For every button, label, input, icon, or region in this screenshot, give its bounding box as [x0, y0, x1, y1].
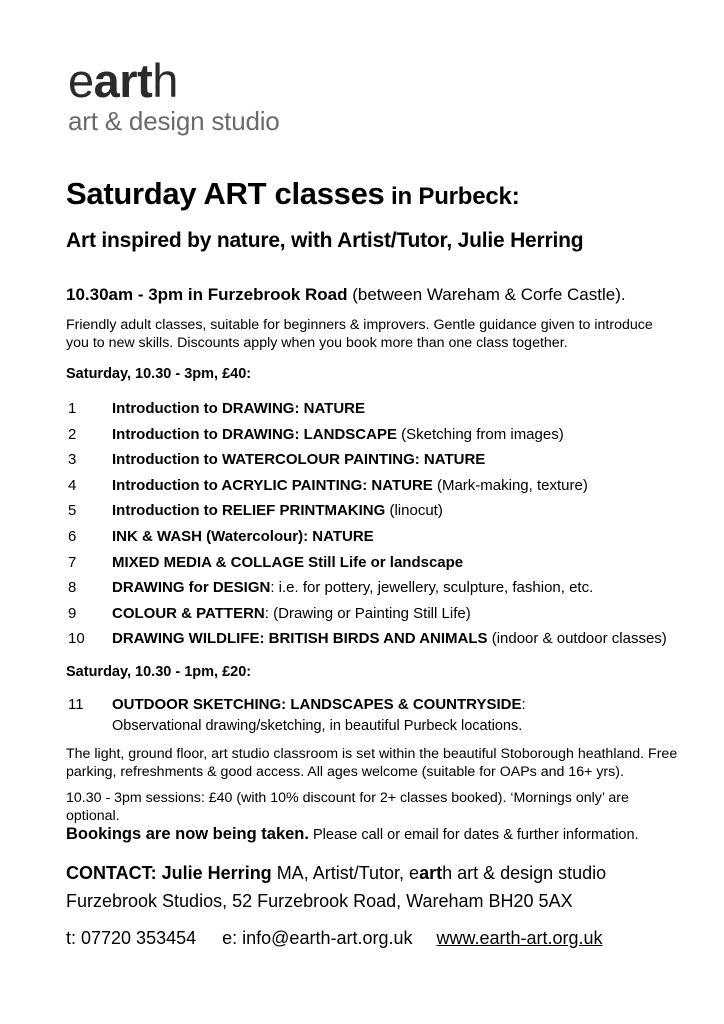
pricing-note: 10.30 - 3pm sessions: £40 (with 10% discount for 2+ classes booked). ‘Mornings only’ are optional. [66, 790, 629, 824]
class-note: : i.e. for pottery, jewellery, sculpture, fashion, etc. [270, 579, 594, 597]
class-title: COLOUR & PATTERN [112, 604, 265, 622]
contact-line [66, 863, 606, 884]
class-text [112, 477, 704, 494]
class-row [0, 502, 724, 528]
logo-wordmark [68, 56, 280, 106]
page-title [66, 176, 519, 212]
class-number: 11 [68, 696, 84, 713]
class-number: 3 [68, 451, 77, 469]
logo-subtitle: art & design studio [68, 106, 280, 136]
bookings-line [66, 825, 639, 844]
class-text [112, 630, 704, 647]
contact-brand-art: art [419, 863, 443, 883]
class-title: Introduction to DRAWING: LANDSCAPE [112, 425, 397, 443]
class-title: DRAWING for DESIGN [112, 579, 271, 597]
class-title: Introduction to RELIEF PRINTMAKING [112, 502, 386, 520]
class-number: 7 [68, 553, 77, 571]
class-row [0, 528, 724, 554]
contact-phone[interactable]: t: 07720 353454 [66, 928, 197, 948]
page-subtitle: Art inspired by nature, with Artist/Tutor, Julie Herring [66, 229, 584, 252]
contact-email[interactable]: e: info@earth-art.org.uk [222, 928, 413, 948]
intro-paragraph: Friendly adult classes, suitable for beginners & improvers. Gentle guidance given to introduce you to new skills. Discounts apply when you book more than one class together. [66, 317, 653, 351]
class-title: Introduction to ACRYLIC PAINTING: NATURE [112, 476, 433, 494]
class-text [112, 554, 704, 571]
class-text [112, 579, 704, 596]
contact-brand-tail: h art & design studio [442, 863, 607, 883]
class-list-1 [0, 400, 724, 656]
class-number: 9 [68, 604, 77, 622]
earth-logo [68, 56, 280, 135]
class-list-2 [0, 696, 724, 734]
class-number: 2 [68, 425, 77, 443]
class-title: OUTDOOR SKETCHING: LANDSCAPES & COUNTRYSIDE [112, 696, 522, 713]
class-note: (Sketching from images) [396, 425, 564, 443]
class-note: (linocut) [385, 502, 443, 520]
class-number: 1 [68, 400, 77, 417]
studio-note: The light, ground floor, art studio classroom is set within the beautiful Stoborough heathland. Free parking, refreshments & good access. All ages welcome (suitable for OAPs and 16+ yrs). [66, 746, 678, 780]
class-note: (indoor & outdoor classes) [487, 630, 667, 648]
class-text [112, 605, 704, 622]
logo-word-art: art [93, 54, 153, 107]
class-text [112, 696, 704, 713]
class-row [0, 477, 724, 503]
class-row [0, 579, 724, 605]
bookings-bold: Bookings are now being taken. [66, 825, 309, 843]
class-number: 8 [68, 579, 77, 597]
session-heading-2: Saturday, 10.30 - 1pm, £20: [66, 664, 252, 680]
class-number: 4 [68, 476, 77, 494]
contact-role: MA, Artist/Tutor, e [271, 863, 420, 883]
class-text [112, 502, 704, 519]
class-title: DRAWING WILDLIFE: BRITISH BIRDS AND ANIMALS [112, 630, 488, 648]
class-number: 10 [68, 630, 85, 648]
page-title-suffix: in Purbeck: [384, 183, 520, 210]
class-title: Introduction to DRAWING: NATURE [112, 400, 366, 417]
class-text [112, 451, 704, 468]
class-title: INK & WASH (Watercolour): NATURE [112, 527, 374, 545]
page-title-main: Saturday ART classes [66, 176, 385, 211]
logo-word-h: h [152, 54, 178, 107]
class-text [112, 400, 704, 417]
class-text [112, 528, 704, 545]
contact-name: CONTACT: Julie Herring [66, 863, 272, 883]
class-row [0, 696, 724, 734]
bookings-rest: Please call or email for dates & further information. [308, 827, 639, 843]
class-row [0, 630, 724, 656]
class-subline: Observational drawing/sketching, in beautiful Purbeck locations. [112, 718, 523, 734]
class-row [0, 451, 724, 477]
class-note: : (Drawing or Painting Still Life) [264, 604, 471, 622]
class-number: 5 [68, 502, 77, 520]
contact-website-link[interactable]: www.earth-art.org.uk [436, 928, 603, 948]
venue-time-place: 10.30am - 3pm in Furzebrook Road [66, 285, 348, 304]
class-row [0, 426, 724, 452]
venue-location-note: (between Wareham & Corfe Castle). [347, 285, 626, 304]
class-text [112, 426, 704, 443]
class-note: (Mark-making, texture) [432, 476, 588, 494]
class-title: MIXED MEDIA & COLLAGE Still Life or landscape [112, 553, 464, 571]
class-row [0, 554, 724, 580]
class-row [0, 605, 724, 631]
class-note: : [521, 696, 526, 713]
class-number: 6 [68, 527, 77, 545]
logo-word-e: e [68, 54, 94, 107]
venue-line [66, 285, 626, 305]
class-title: Introduction to WATERCOLOUR PAINTING: NATURE [112, 451, 486, 469]
session-heading-1: Saturday, 10.30 - 3pm, £40: [66, 366, 252, 382]
contact-address: Furzebrook Studios, 52 Furzebrook Road, Wareham BH20 5AX [66, 891, 573, 911]
class-row [0, 400, 724, 426]
contact-details [66, 928, 603, 949]
